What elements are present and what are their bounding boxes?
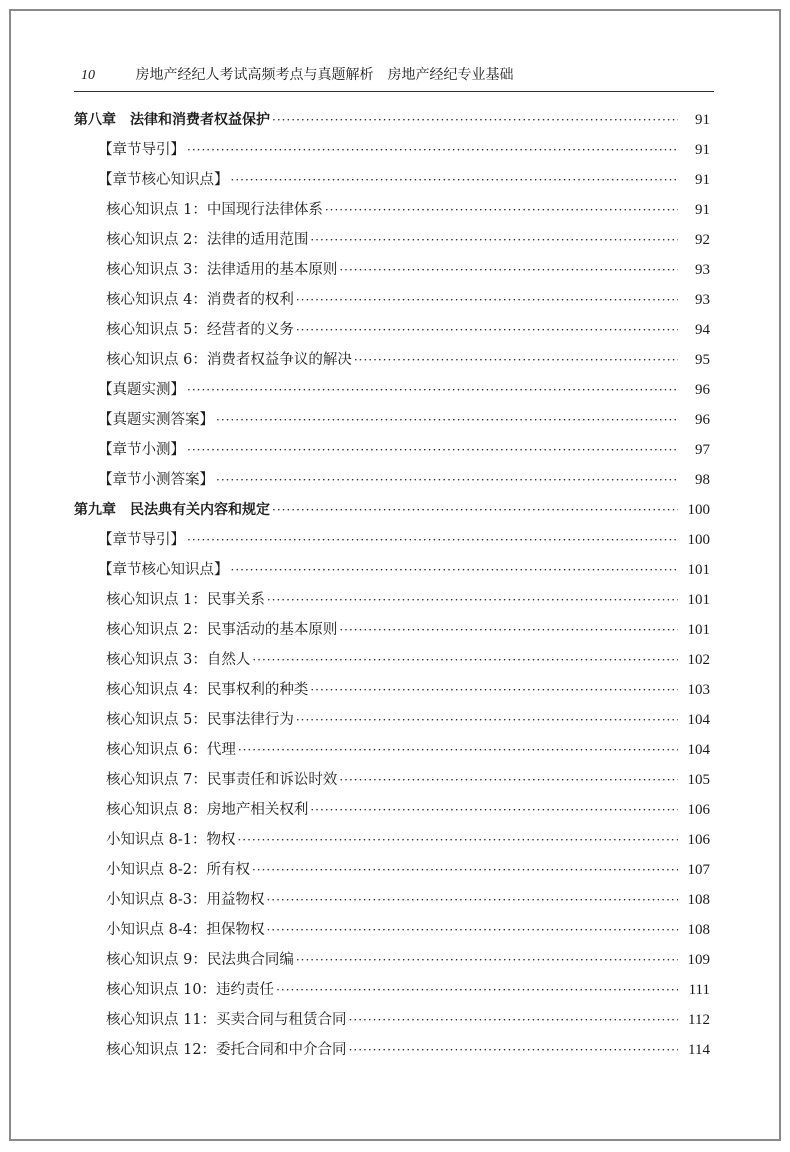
toc-topic-entry (74, 825, 710, 855)
toc-section-entry (74, 465, 710, 495)
toc-section-entry (74, 525, 710, 555)
toc-entry-label: 核心知识点 4：民事权利的种类 (106, 682, 309, 698)
toc-topic-entry (74, 855, 710, 885)
toc-entry-page: 91 (695, 172, 710, 188)
toc-topic-entry (74, 795, 710, 825)
dot-leader (187, 375, 678, 405)
dot-leader (216, 405, 678, 435)
toc-entry-page: 107 (687, 862, 710, 878)
toc-entry-label: 核心知识点 7：民事责任和诉讼时效 (106, 772, 338, 788)
toc-entry-page: 101 (687, 592, 710, 608)
toc-entry-page: 104 (687, 712, 710, 728)
toc-entry-page: 106 (687, 802, 710, 818)
table-of-contents (74, 105, 710, 1065)
dot-leader (339, 255, 678, 285)
toc-topic-entry (74, 1035, 710, 1065)
running-header (81, 64, 713, 86)
dot-leader (266, 885, 678, 915)
toc-entry-page: 92 (695, 232, 710, 248)
dot-leader (310, 225, 678, 255)
toc-entry-page: 114 (688, 1042, 710, 1058)
toc-entry-label: 核心知识点 1：民事关系 (106, 592, 265, 608)
dot-leader (216, 465, 678, 495)
toc-entry-page: 101 (687, 622, 710, 638)
toc-entry-label: 核心知识点 11：买卖合同与租赁合同 (106, 1012, 347, 1028)
dot-leader (187, 135, 678, 165)
toc-topic-entry (74, 585, 710, 615)
dot-leader (252, 855, 678, 885)
toc-topic-entry (74, 255, 710, 285)
toc-entry-label: 【章节核心知识点】 (98, 172, 229, 188)
toc-section-entry (74, 375, 710, 405)
toc-topic-entry (74, 975, 710, 1005)
dot-leader (339, 765, 678, 795)
toc-entry-page: 93 (695, 262, 710, 278)
dot-leader (231, 555, 679, 585)
toc-section-entry (74, 555, 710, 585)
dot-leader (252, 645, 678, 675)
toc-topic-entry (74, 735, 710, 765)
toc-entry-page: 106 (687, 832, 710, 848)
toc-entry-page: 108 (687, 922, 710, 938)
dot-leader (296, 315, 678, 345)
toc-entry-label: 【章节小测】 (98, 442, 185, 458)
toc-entry-label: 小知识点 8-3：用益物权 (106, 892, 265, 908)
toc-entry-page: 91 (695, 112, 710, 128)
toc-entry-label: 【真题实测答案】 (98, 412, 214, 428)
toc-entry-label: 核心知识点 5：民事法律行为 (106, 712, 294, 728)
toc-entry-label: 核心知识点 2：法律的适用范围 (106, 232, 309, 248)
toc-topic-entry (74, 915, 710, 945)
toc-entry-page: 94 (695, 322, 710, 338)
dot-leader (349, 1035, 678, 1065)
toc-topic-entry (74, 765, 710, 795)
toc-entry-page: 91 (695, 142, 710, 158)
dot-leader (354, 345, 678, 375)
toc-topic-entry (74, 945, 710, 975)
toc-entry-label: 第八章 法律和消费者权益保护 (74, 112, 270, 128)
toc-entry-page: 96 (695, 382, 710, 398)
toc-entry-label: 【章节核心知识点】 (98, 562, 229, 578)
dot-leader (296, 945, 678, 975)
toc-entry-label: 核心知识点 6：消费者权益争议的解决 (106, 352, 352, 368)
toc-entry-label: 核心知识点 6：代理 (106, 742, 236, 758)
header-rule (74, 91, 714, 92)
toc-topic-entry (74, 315, 710, 345)
toc-entry-page: 105 (687, 772, 710, 788)
dot-leader (310, 675, 678, 705)
dot-leader (266, 915, 678, 945)
toc-section-entry (74, 405, 710, 435)
toc-entry-page: 104 (687, 742, 710, 758)
toc-section-entry (74, 435, 710, 465)
toc-entry-label: 核心知识点 5：经营者的义务 (106, 322, 294, 338)
toc-entry-label: 核心知识点 12：委托合同和中介合同 (106, 1042, 347, 1058)
toc-entry-label: 核心知识点 3：法律适用的基本原则 (106, 262, 338, 278)
toc-entry-label: 核心知识点 1：中国现行法律体系 (106, 202, 323, 218)
toc-entry-label: 核心知识点 8：房地产相关权利 (106, 802, 309, 818)
toc-entry-label: 核心知识点 9：民法典合同编 (106, 952, 294, 968)
toc-entry-label: 【章节导引】 (98, 532, 185, 548)
toc-entry-page: 101 (687, 562, 710, 578)
toc-topic-entry (74, 645, 710, 675)
dot-leader (187, 435, 678, 465)
toc-entry-page: 98 (695, 472, 710, 488)
toc-chapter-entry (74, 105, 710, 135)
dot-leader (276, 975, 678, 1005)
toc-entry-page: 96 (695, 412, 710, 428)
toc-topic-entry (74, 1005, 710, 1035)
toc-topic-entry (74, 225, 710, 255)
toc-entry-page: 108 (687, 892, 710, 908)
dot-leader (349, 1005, 678, 1035)
toc-entry-label: 【真题实测】 (98, 382, 185, 398)
dot-leader (296, 285, 678, 315)
toc-entry-label: 核心知识点 2：民事活动的基本原则 (106, 622, 338, 638)
dot-leader (272, 495, 678, 525)
dot-leader (310, 795, 678, 825)
dot-leader (238, 735, 678, 765)
toc-entry-page: 111 (688, 982, 710, 998)
toc-entry-page: 91 (695, 202, 710, 218)
toc-topic-entry (74, 885, 710, 915)
toc-entry-page: 102 (687, 652, 710, 668)
page-number: 10 (81, 68, 95, 83)
toc-entry-page: 112 (688, 1012, 710, 1028)
toc-entry-page: 109 (687, 952, 710, 968)
dot-leader (231, 165, 679, 195)
toc-topic-entry (74, 195, 710, 225)
toc-entry-label: 核心知识点 3：自然人 (106, 652, 251, 668)
toc-topic-entry (74, 705, 710, 735)
toc-topic-entry (74, 615, 710, 645)
toc-entry-label: 小知识点 8-2：所有权 (106, 862, 250, 878)
dot-leader (267, 585, 678, 615)
toc-entry-page: 103 (687, 682, 710, 698)
dot-leader (187, 525, 678, 555)
toc-entry-page: 97 (695, 442, 710, 458)
toc-entry-page: 95 (695, 352, 710, 368)
dot-leader (272, 105, 678, 135)
toc-chapter-entry (74, 495, 710, 525)
toc-section-entry (74, 135, 710, 165)
dot-leader (339, 615, 678, 645)
dot-leader (325, 195, 678, 225)
toc-entry-label: 【章节小测答案】 (98, 472, 214, 488)
toc-entry-label: 小知识点 8-1：物权 (106, 832, 236, 848)
toc-entry-page: 93 (695, 292, 710, 308)
toc-entry-label: 核心知识点 10：违约责任 (106, 982, 275, 998)
dot-leader (296, 705, 678, 735)
toc-section-entry (74, 165, 710, 195)
toc-entry-page: 100 (687, 502, 710, 518)
toc-entry-label: 小知识点 8-4：担保物权 (106, 922, 265, 938)
toc-topic-entry (74, 345, 710, 375)
toc-entry-label: 【章节导引】 (98, 142, 185, 158)
toc-entry-label: 第九章 民法典有关内容和规定 (74, 502, 270, 518)
toc-topic-entry (74, 675, 710, 705)
toc-entry-label: 核心知识点 4：消费者的权利 (106, 292, 294, 308)
toc-topic-entry (74, 285, 710, 315)
dot-leader (237, 825, 678, 855)
book-title: 房地产经纪人考试高频考点与真题解析 房地产经纪专业基础 (135, 67, 514, 83)
toc-entry-page: 100 (687, 532, 710, 548)
